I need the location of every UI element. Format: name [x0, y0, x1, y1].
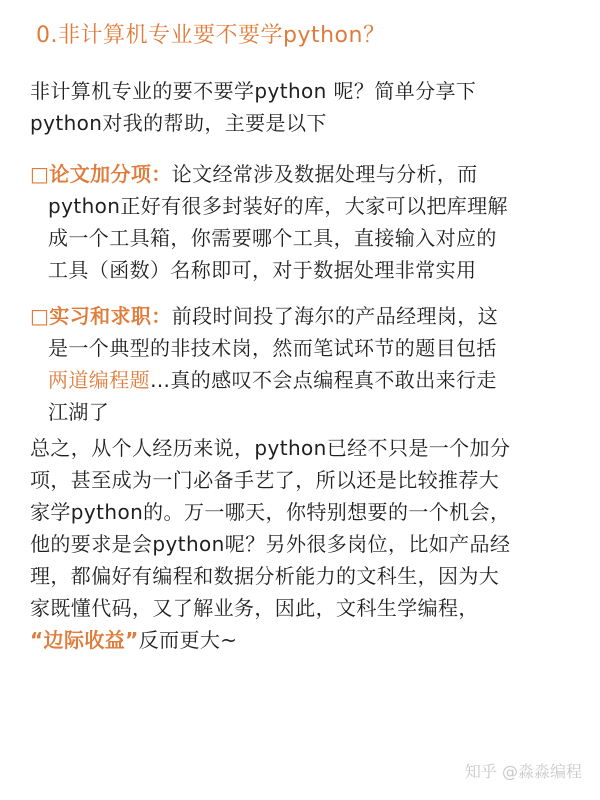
summary-line-3: 家学python的。万一哪天，你特别想要的一个机会，: [30, 500, 511, 524]
intro-paragraph: [30, 75, 575, 139]
job-highlight: 两道编程题: [48, 368, 150, 392]
paper-line-2: python正好有很多封装好的库，大家可以把库理解: [48, 194, 508, 218]
job-line-3: [30, 364, 575, 396]
job-benefit-section: [30, 300, 575, 428]
summary-line-1: 总之，从个人经历来说，python已经不只是一个加分: [30, 436, 511, 460]
page-title: 0.非计算机专业要不要学python？: [36, 23, 386, 48]
paper-line-4: 工具（函数）名称即可，对于数据处理非常实用: [48, 258, 477, 282]
summary-line-6: 家既懂代码，又了解业务，因此，文科生学编程，: [30, 596, 479, 620]
summary-paragraph: [30, 432, 575, 656]
paper-benefit-section: [30, 158, 575, 286]
job-line-4: 江湖了: [48, 400, 110, 424]
intro-line-2: python对我的帮助，主要是以下: [30, 111, 327, 135]
summary-line-7: [30, 624, 575, 656]
intro-line-1: 非计算机专业的要不要学python 呢？简单分享下: [30, 79, 477, 103]
summary-highlight: “边际收益”: [30, 628, 139, 652]
job-label: □实习和求职：: [30, 304, 172, 328]
paper-line-1-text: 论文经常涉及数据处理与分析，而: [171, 162, 478, 186]
job-line-2: 是一个典型的非技术岗，然而笔试环节的题目包括: [48, 336, 497, 360]
job-line-3-text: …真的感叹不会点编程真不敢出来行走: [150, 368, 497, 392]
summary-line-7-text: 反而更大~: [138, 628, 238, 652]
paper-label: □论文加分项：: [30, 162, 172, 186]
paper-line-3: 成一个工具箱，你需要哪个工具，直接输入对应的: [48, 226, 497, 250]
job-line-1-text: 前段时间投了海尔的产品经理岗，这: [171, 304, 499, 328]
zhihu-watermark: 知乎 @淼淼编程: [464, 762, 582, 781]
summary-line-5: 理，都偏好有编程和数据分析能力的文科生，因为大: [30, 564, 500, 588]
summary-line-4: 他的要求是会python呢？另外很多岗位，比如产品经: [30, 532, 511, 556]
job-line-1: [30, 300, 575, 332]
paper-line-1: [30, 158, 575, 190]
summary-line-2: 项，甚至成为一门必备手艺了，所以还是比较推荐大: [30, 468, 500, 492]
